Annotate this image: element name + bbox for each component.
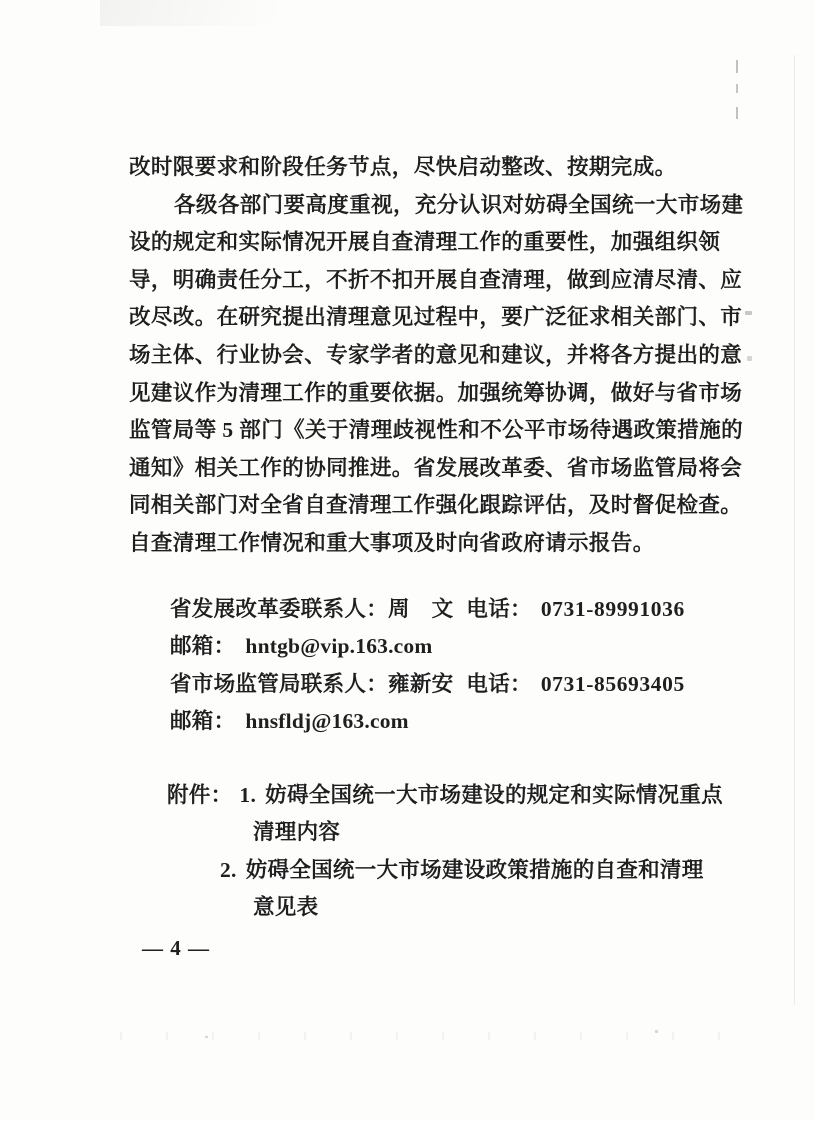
scan-artifact-speck [745, 311, 752, 315]
scan-artifact-speck [655, 1030, 658, 1033]
body-line: 设的规定和实际情况开展自查清理工作的重要性，加强组织领 [129, 230, 721, 255]
body-line: 同相关部门对全省自查清理工作强化跟踪评估，及时督促检查。 [129, 493, 743, 518]
body-line: 通知》相关工作的协同推进。省发展改革委、省市场监管局将会 [129, 455, 743, 480]
attachment-title: 妨碍全国统一大市场建设的规定和实际情况重点 [265, 783, 723, 807]
phone-number: 0731-89991036 [540, 597, 685, 621]
body-line: 见建议作为清理工作的重要依据。加强统筹协调，做好与省市场 [129, 380, 743, 405]
email-label: 邮箱： [170, 634, 236, 659]
contact-line-fgw [170, 591, 685, 628]
scan-artifact-speck [205, 1036, 208, 1038]
scan-artifact-speck [747, 356, 752, 361]
phone-number: 0731-85693405 [540, 671, 685, 696]
body-line: 监管局等 5 部门《关于清理歧视性和不公平市场待遇政策措施的 [129, 418, 744, 443]
body-line: 场主体、行业协会、专家学者的意见和建议，并将各方提出的意 [129, 342, 743, 367]
attachment-title: 妨碍全国统一大市场建设政策措施的自查和清理 [245, 857, 704, 882]
contact-name: 周 文 [388, 597, 454, 621]
email-label: 邮箱： [170, 709, 236, 734]
attachment-label: 附件： [167, 783, 233, 807]
body-text-block [129, 149, 744, 563]
contact-line-email-fgw [170, 628, 685, 665]
contact-line-scjgj [170, 666, 685, 703]
attachment-item-1-line-2 [167, 814, 723, 851]
page-number: — 4 — [142, 936, 210, 960]
paper-edge-line [794, 55, 795, 1005]
body-line: 改尽改。在研究提出清理意见过程中，要广泛征求相关部门、市 [129, 305, 743, 330]
attachment-item-1-line-1 [167, 777, 723, 814]
scan-artifact-dash [736, 60, 738, 73]
contact-line-email-scjgj [170, 703, 685, 740]
attachment-item-2-line-1 [167, 852, 723, 889]
scan-shadow [100, 0, 360, 26]
scan-artifact-dash [736, 84, 738, 93]
attachment-item-2-line-2 [167, 889, 723, 926]
scan-noise-band [120, 1032, 720, 1040]
attachment-number: 2. [220, 857, 237, 882]
phone-label: 电话： [466, 597, 532, 621]
body-line: 自查清理工作情况和重大事项及时向省政府请示报告。 [129, 530, 655, 555]
body-line: 导，明确责任分工，不折不扣开展自查清理，做到应清尽清、应 [129, 267, 743, 292]
attachment-title-continued: 清理内容 [253, 820, 341, 845]
phone-label: 电话： [466, 671, 532, 696]
attachment-title-continued: 意见表 [253, 895, 319, 920]
contact-label: 省市场监管局联系人： [170, 671, 389, 696]
contact-block [170, 591, 685, 741]
contact-label: 省发展改革委联系人： [170, 597, 389, 621]
contact-name: 雍新安 [388, 671, 454, 696]
email-address: hnsfldj@163.com [245, 709, 409, 734]
email-address: hntgb@vip.163.com [245, 634, 433, 659]
attachment-number: 1. [239, 783, 257, 807]
body-line: 改时限要求和阶段任务节点，尽快启动整改、按期完成。 [129, 155, 677, 179]
scan-artifact-dash [736, 107, 738, 119]
body-line: 各级各部门要高度重视，充分认识对妨碍全国统一大市场建 [174, 192, 744, 217]
attachment-block [167, 777, 723, 927]
